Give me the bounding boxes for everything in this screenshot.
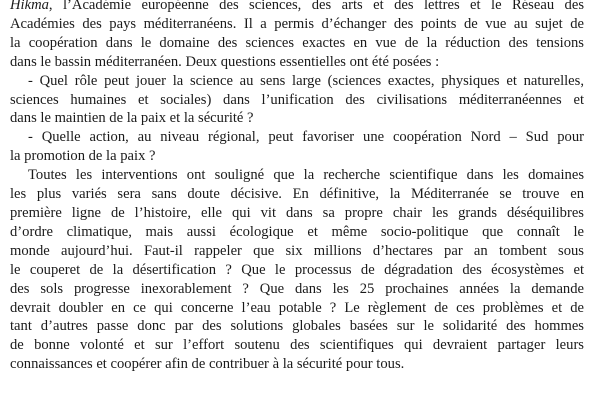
paragraph-line-text: , l’Académie européenne des sciences, des arts et des lettres et le Réseau des [48, 0, 584, 13]
paragraph-line: d’ordre climatique, mais aussi écologique et même socio-politique que connaît le [10, 223, 584, 240]
paragraph-line: le couperet de la désertification ? Que le processus de dégradation des écosystèmes et [10, 261, 584, 278]
italic-lead-word: Hikma [10, 0, 49, 13]
paragraph-line: première ligne de l’histoire, elle qui vit dans sa propre chair les grands déséquilibres [10, 204, 584, 221]
question-line: - Quelle action, au niveau régional, peut favoriser une coopération Nord – Sud pour [28, 129, 584, 146]
paragraph-line: de bonne volonté et sur l’effort soutenu des scientifiques qui devraient partager leurs [10, 337, 584, 354]
paragraph-line: monde aujourd’hui. Faut-il rappeler que six millions d’hectares par an tombent sous [10, 242, 584, 259]
question-line: la promotion de la paix ? [10, 148, 156, 165]
paragraph-line: devrait doubler en ce qui concerne l’eau potable ? Le règlement de ces problèmes et de [10, 299, 584, 316]
paragraph-line: les plus variés sera sans doute décisive. En définitive, la Méditerranée se trouve en [10, 186, 584, 203]
body-text [10, 0, 584, 374]
question-line: - Quel rôle peut jouer la science au sens large (sciences exactes, physiques et naturelles, [28, 72, 584, 89]
paragraph-line: tant d’autres passe donc par des solutions globales basées sur le solidarité des hommes [10, 318, 584, 335]
paragraph-line: connaissances et coopérer afin de contribuer à la sécurité pour tous. [10, 356, 405, 373]
question-line: dans le maintien de la paix et la sécurité ? [10, 110, 254, 127]
question-line: sciences humaines et sociales) dans l’unification des civilisations méditerranéennes et [10, 91, 584, 108]
paragraph-line: la coopération dans le domaine des sciences exactes en vue de la réduction des tensions [10, 34, 584, 51]
paragraph-line: dans le bassin méditerranéen. Deux questions essentielles ont été posées : [10, 53, 440, 70]
paragraph-line [10, 0, 584, 15]
paragraph-line: des sols progresse inexorablement ? Que dans les 25 prochaines années la demande [10, 280, 584, 297]
paragraph-line: Toutes les interventions ont souligné que la recherche scientifique dans les domaines [28, 167, 584, 184]
paragraph-line: Académies des pays méditerranéens. Il a permis d’échanger des points de vue au sujet de [10, 15, 584, 32]
